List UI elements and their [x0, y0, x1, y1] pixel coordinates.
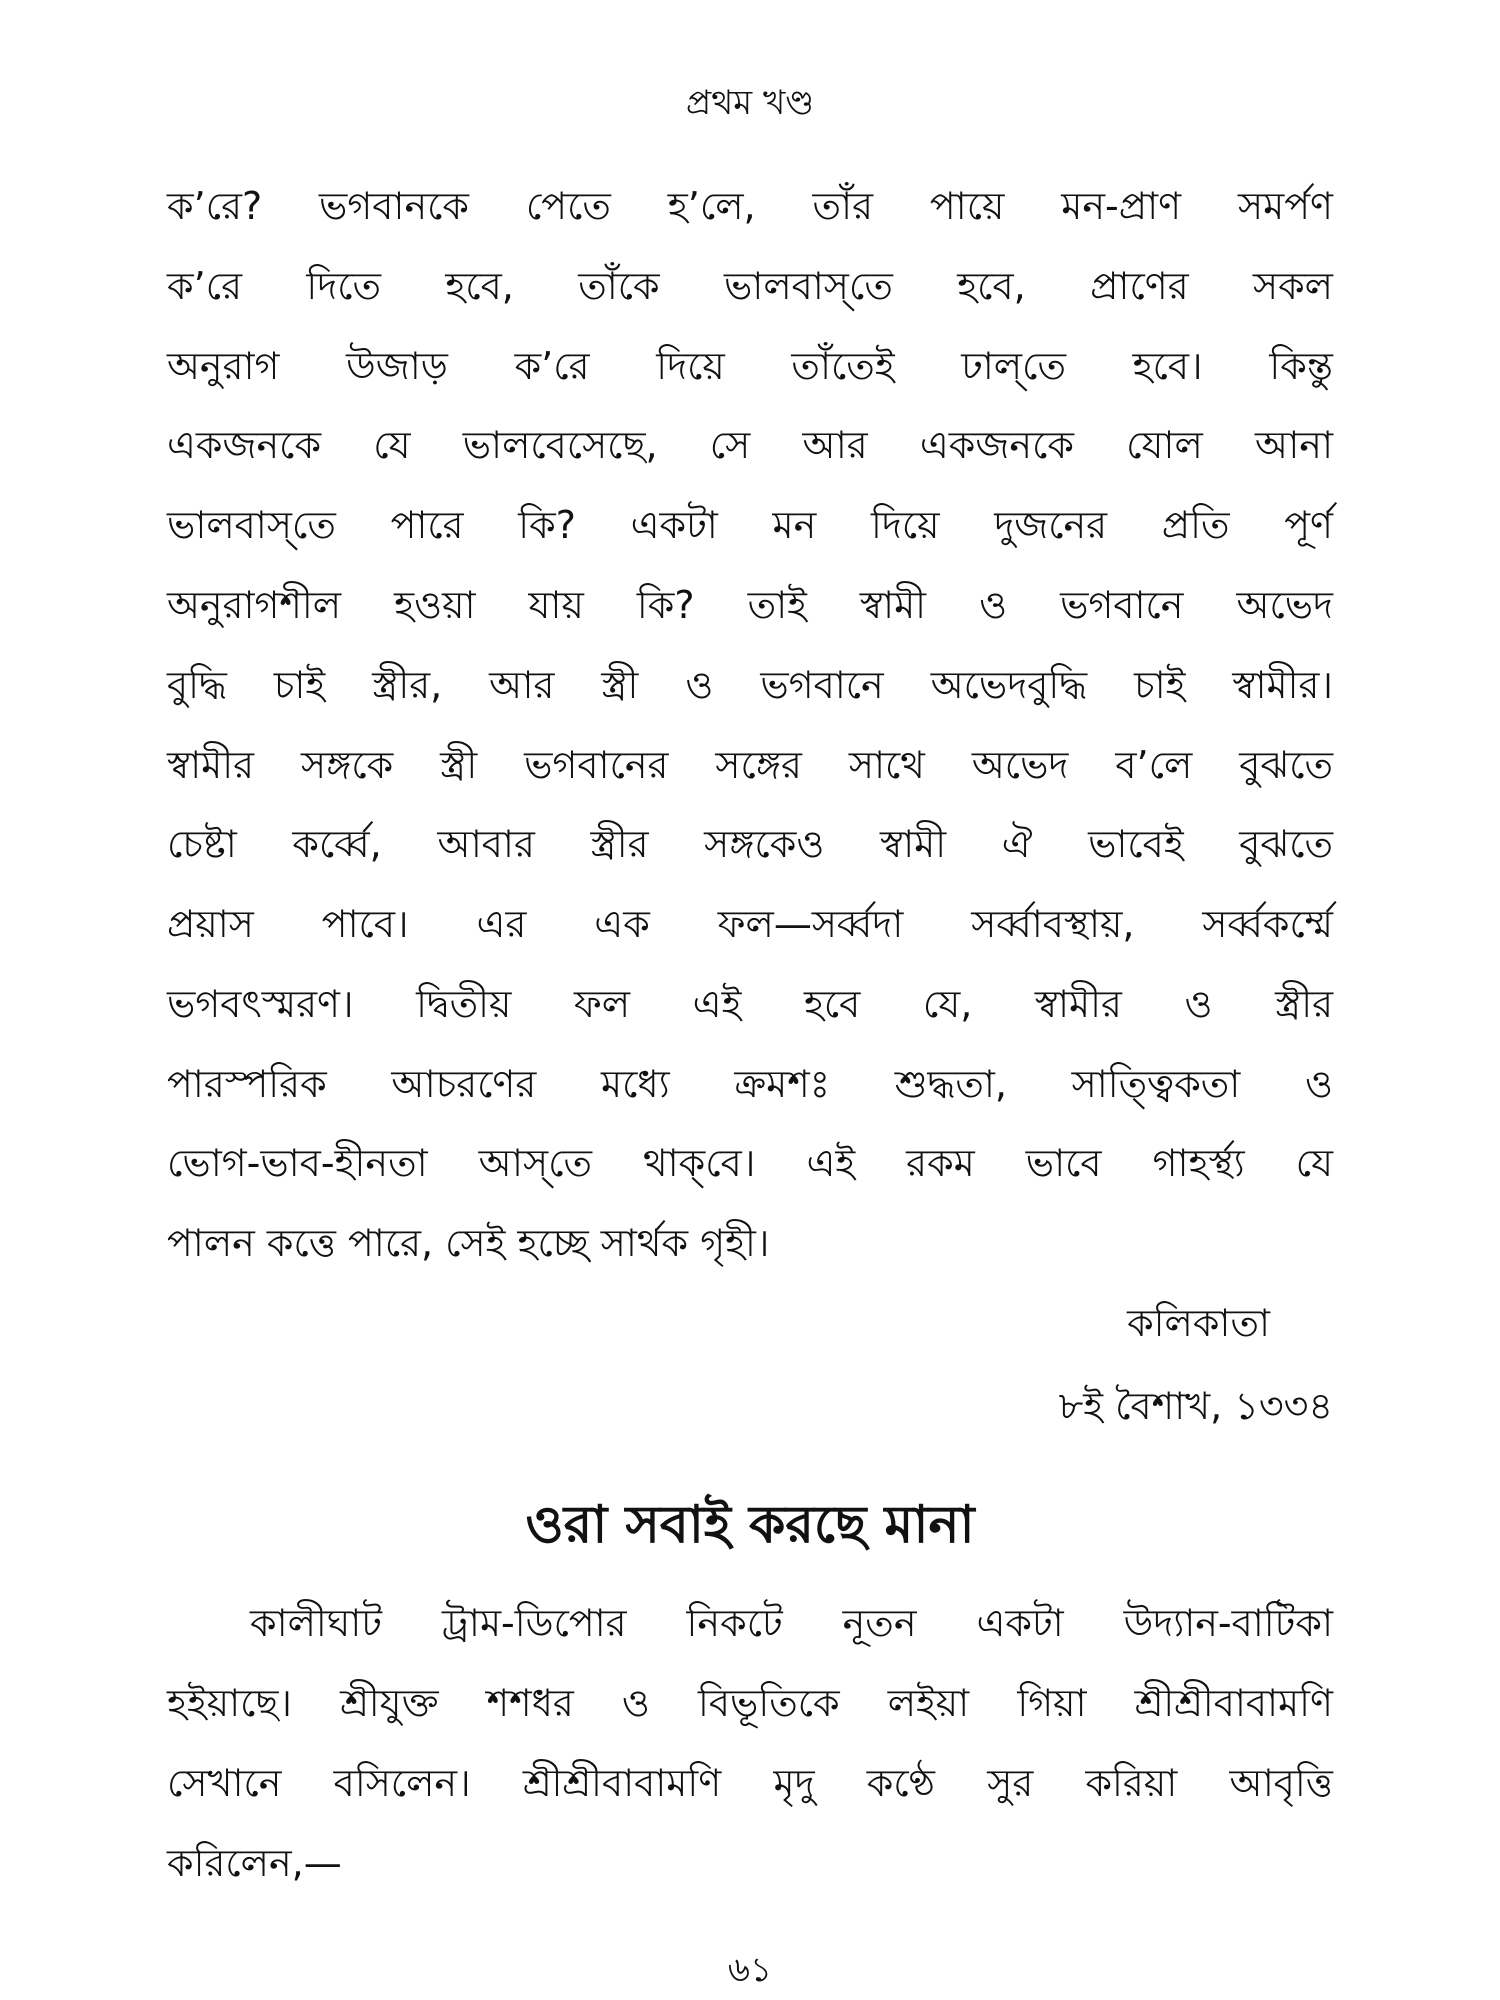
text-line: পারস্পরিক আচরণের মধ্যে ক্রমশঃ শুদ্ধতা, সাত্ত্বিকতা ও: [167, 1062, 1333, 1106]
text-line: ভোগ-ভাব-হীনতা আস্‌তে থাক্‌বে। এই রকম ভাবে গাহর্স্থ্য যে: [167, 1141, 1333, 1185]
date-signoff: ৮ই বৈশাখ, ১৩৩৪: [1058, 1384, 1333, 1428]
text-line: হইয়াছে। শ্রীযুক্ত শশধর ও বিভূতিকে লইয়া গিয়া শ্রীশ্রীবাবামণি: [167, 1681, 1333, 1725]
text-line: প্রয়াস পাবে। এর এক ফল—সর্ব্বদা সর্ব্বাবস্থায়, সর্ব্বকর্ম্মে: [167, 902, 1333, 946]
running-header: প্রথম খণ্ড: [685, 83, 815, 123]
text-line: ক’রে? ভগবানকে পেতে হ’লে, তাঁর পায়ে মন-প্রাণ সমর্পণ: [167, 184, 1333, 228]
text-line: করিলেন,—: [167, 1841, 342, 1885]
text-line: পালন কত্তে পারে, সেই হচ্ছে সার্থক গৃহী।: [167, 1221, 770, 1265]
text-line: ভালবাস্‌তে পারে কি? একটা মন দিয়ে দুজনের প্রতি পূর্ণ: [167, 503, 1333, 547]
text-line: ক’রে দিতে হবে, তাঁকে ভালবাস্‌তে হবে, প্রাণের সকল: [167, 264, 1333, 308]
text-line: চেষ্টা কর্ব্বে, আবার স্ত্রীর সঙ্গকেও স্বামী ঐ ভাবেই বুঝতে: [167, 822, 1333, 866]
place-signoff: কলিকাতা: [1127, 1301, 1270, 1345]
text-line: অনুরাগ উজাড় ক’রে দিয়ে তাঁতেই ঢাল্‌তে হবে। কিন্তু: [167, 344, 1333, 388]
page-number: ৬১: [727, 1950, 773, 1990]
text-line: স্বামীর সঙ্গকে স্ত্রী ভগবানের সঙ্গের সাথে অভেদ ব’লে বুঝতে: [167, 743, 1333, 787]
text-line: ভগবৎস্মরণ। দ্বিতীয় ফল এই হবে যে, স্বামীর ও স্ত্রীর: [167, 982, 1333, 1026]
text-line: একজনকে যে ভালবেসেছে, সে আর একজনকে যোল আনা: [167, 423, 1333, 467]
section-title: ওরা সবাই করছে মানা: [525, 1495, 975, 1555]
text-line: কালীঘাট ট্রাম-ডিপোর নিকটে নূতন একটা উদ্যান-বাটিকা: [250, 1601, 1333, 1645]
text-line: সেখানে বসিলেন। শ্রীশ্রীবাবামণি মৃদু কণ্ঠে সুর করিয়া আবৃত্তি: [167, 1761, 1333, 1805]
text-line: অনুরাগশীল হওয়া যায় কি? তাই স্বামী ও ভগবানে অভেদ: [167, 583, 1333, 627]
text-line: বুদ্ধি চাই স্ত্রীর, আর স্ত্রী ও ভগবানে অভেদবুদ্ধি চাই স্বামীর।: [167, 663, 1333, 707]
